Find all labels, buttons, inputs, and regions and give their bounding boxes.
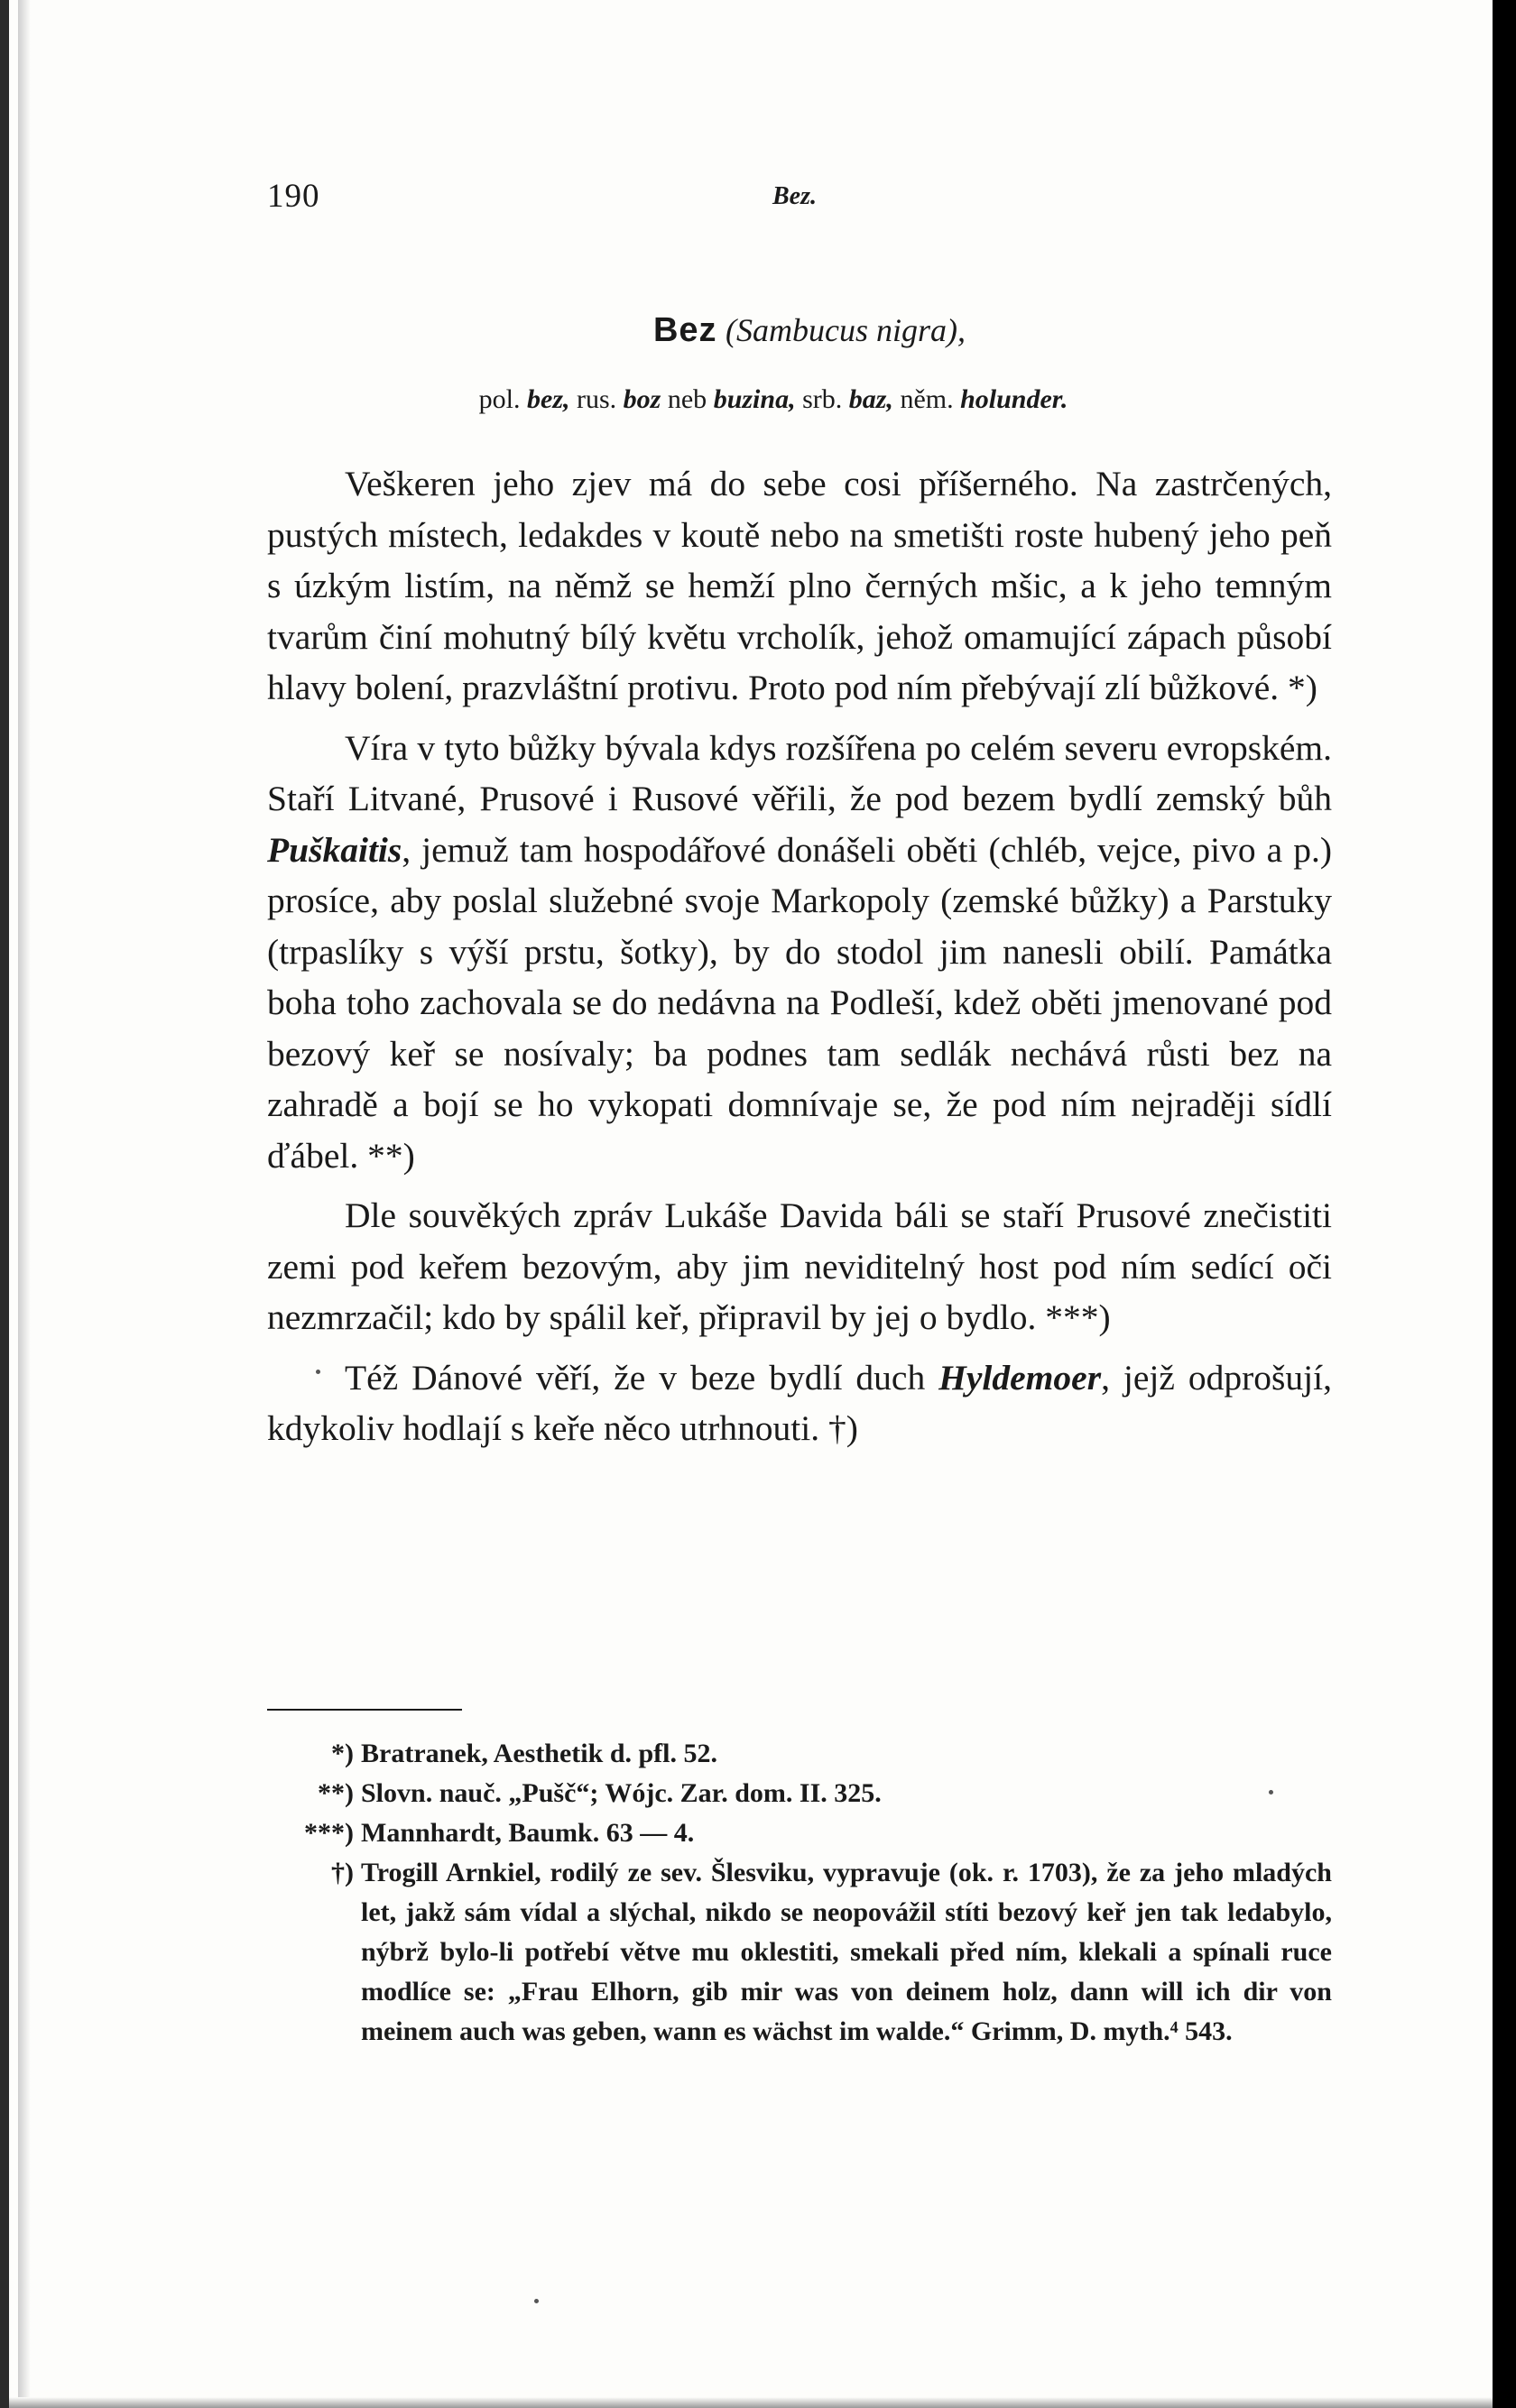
footnote-text: Trogill Arnkiel, rodilý ze sev. Šlesviku, vypravuje (ok. r. 1703), že za jeho mladých let, jakž sám vídal a slýchal, nikdo se neopovážil stíti bezový keř jen tak ledabylo, nýbrž bylo-li potřebí větve mu oklestiti, smekali před ním, klekali a spínali ruce modlíce se: „Frau Elhorn, gib mir was von deinem holz, dann will ich dir von meinem auch was geben, wann es wächst im walde.“ Grimm, D. myth.⁴ 543. [361, 1858, 1332, 2046]
entry-title [9, 310, 1493, 350]
page-number: 190 [267, 178, 320, 215]
footnote-mark: †) [331, 1858, 354, 1887]
page-edge-shadow [18, 0, 31, 2408]
footnotes [267, 1734, 1332, 2052]
footnote [267, 1774, 1332, 1813]
subtitle-nem: holunder. [960, 384, 1068, 414]
paragraph-1: Veškeren jeho zjev má do sebe cosi příšerného. Na zastrčených, pustých místech, ledakdes v koutě nebo na smetišti roste hubený jeho peň s úzkým listím, na němž se hemží plno černých mšic, a k jeho temným tvarům činí mohutný bílý květu vrcholík, jehož omamující zápach působí hlavy bolení, prazvláštní protivu. Proto pod ním přebývají zlí bůžkové. *) [267, 464, 1332, 707]
footnote-mark: *) [331, 1739, 354, 1768]
print-speck [316, 1370, 320, 1374]
subtitle-rus-label: rus. [577, 384, 617, 414]
print-speck [1269, 1790, 1273, 1794]
subtitle-srb-label: srb. [802, 384, 843, 414]
entry-subtitle [9, 384, 1493, 415]
footnote [267, 1853, 1332, 2052]
subtitle-rus: boz [623, 384, 661, 414]
paragraph-2 [267, 723, 1332, 1182]
paragraph-2-part-a: Víra v tyto bůžky bývala kdys rozšířena po celém severu evropském. Staří Litvané, Prusové i Rusové věřili, že pod bezem bydlí zemský bůh [267, 727, 1332, 818]
subtitle-neb: neb [667, 384, 707, 414]
paragraph-4 [267, 1352, 1332, 1454]
footnote-text: Bratranek, Aesthetik d. pfl. 52. [361, 1739, 718, 1768]
subtitle-rus2: buzina, [713, 384, 796, 414]
paragraph-4-spirit-name: Hyldemoer [938, 1357, 1102, 1398]
body-text [267, 458, 1332, 1463]
paragraph-4-part-b: , jejž odprošují, kdykoliv hodlají s keře něco utrhnouti. †) [267, 1357, 1332, 1448]
footnote-text: Slovn. nauč. „Pušč“; Wójc. Zar. dom. II. 325. [361, 1778, 882, 1808]
footnote-mark: **) [318, 1778, 354, 1808]
paragraph-4-part-a: Též Dánové věří, že v beze bydlí duch [345, 1357, 926, 1398]
running-head: Bez. [772, 182, 817, 210]
footnote-divider [267, 1709, 462, 1711]
footnote [267, 1734, 1332, 1774]
print-speck [534, 2299, 539, 2303]
paragraph-3: Dle souvěkých zpráv Lukáše Davida báli se staří Prusové znečistiti zemi pod keřem bezovým, aby jim neviditelný host pod ním sedící oči nezmrzačil; kdo by spálil keř, připravil by jej o bydlo. ***) [267, 1195, 1332, 1337]
subtitle-srb: baz, [848, 384, 893, 414]
footnote-mark: ***) [304, 1818, 354, 1848]
entry-title-latin: (Sambucus nigra), [726, 312, 966, 348]
subtitle-nem-label: něm. [900, 384, 954, 414]
page-header [267, 177, 1368, 222]
entry-title-name: Bez [652, 311, 717, 349]
subtitle-pol: bez, [527, 384, 570, 414]
paragraph-2-part-b: , jemuž tam hospodářové donášeli oběti (chléb, vejce, pivo a p.) prosíce, aby poslal služebné svoje Markopoly (zemské bůžky) a Parstuky (trpaslíky s výší prstu, šotky), by do stodol jim nanesli obilí. Památka boha toho zachovala se do nedávna na Podleší, kdež oběti jmenované pod bezový keř se nosívaly; ba podnes tam sedlák nechává růsti bez na zahradě a bojí se ho vykopati domnívaje se, že pod ním nejraději sídlí ďábel. **) [267, 829, 1332, 1176]
subtitle-pol-label: pol. [478, 384, 521, 414]
paragraph-2-deity-name: Puškaitis [267, 829, 402, 870]
page-bottom-shadow [9, 2397, 1493, 2408]
footnote [267, 1813, 1332, 1853]
footnote-text: Mannhardt, Baumk. 63 — 4. [361, 1818, 695, 1848]
